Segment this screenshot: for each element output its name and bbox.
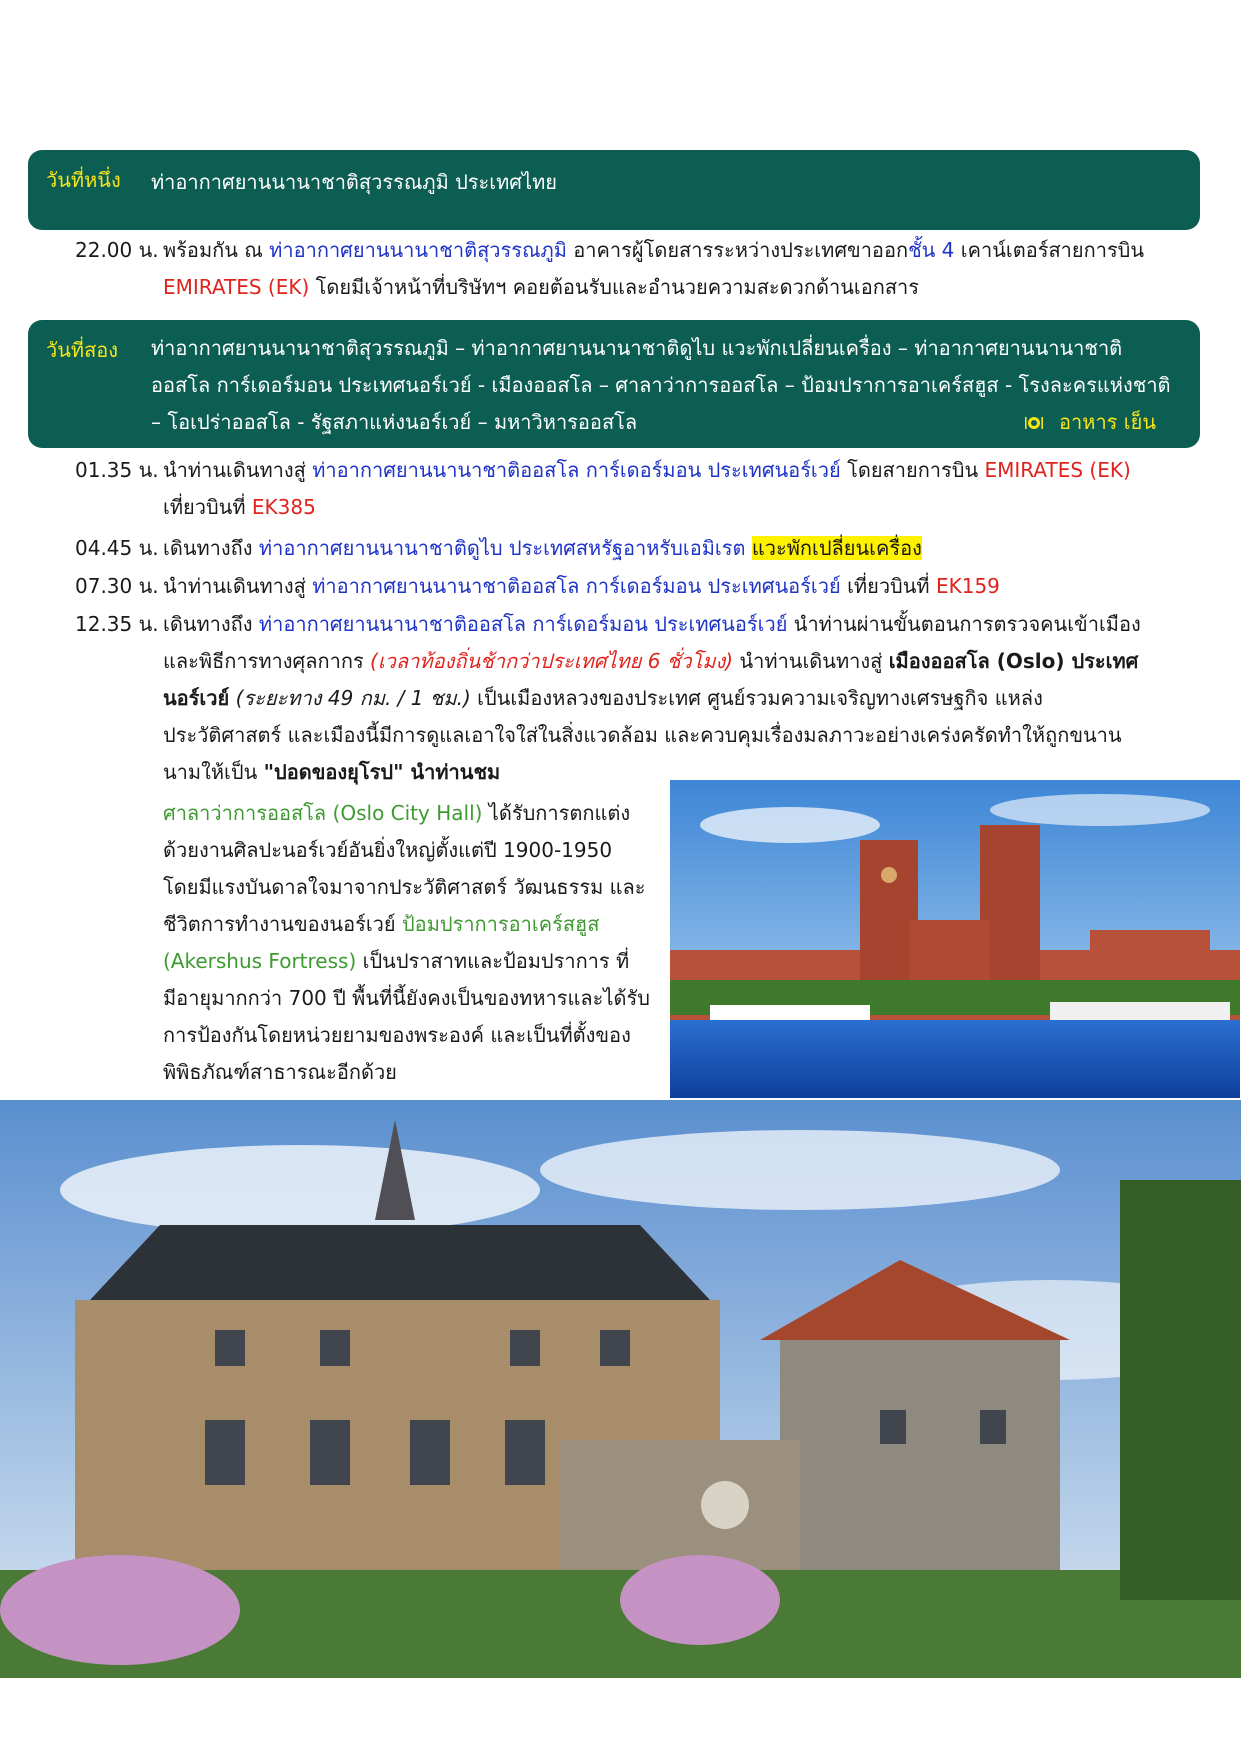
itinerary-entry-0445 (0, 530, 1241, 568)
entry-text: พร้อมกัน ณ ท่าอากาศยานนานาชาติสุวรรณภูมิ อาคารผู้โดยสารระหว่างประเทศขาออกชั้น 4 เคาน์เตอร์สายการบิน EMIRATES (EK) โดยมีเจ้าหน้าที่บริษัทฯ คอยต้อนรับและอำนวยความสะดวกด้านเอกสาร (163, 238, 1145, 299)
day-two-label: วันที่สอง (46, 338, 119, 362)
day-one-route: ท่าอากาศยานนานาชาติสุวรรณภูมิ ประเทศไทย (151, 170, 557, 194)
itinerary-entry-2200 (0, 232, 1241, 308)
meal-info (1025, 406, 1156, 438)
entry-text: นำท่านเดินทางสู่ ท่าอากาศยานนานาชาติออสโล การ์เดอร์มอน ประเทศนอร์เวย์ โดยสายการบิน EMIRATES (EK) เที่ยวบินที่ EK385 (163, 458, 1131, 519)
akershus-fortress-photo (0, 1100, 1241, 1678)
day-one-label: วันที่หนึ่ง (46, 168, 121, 192)
transfer-highlight: แวะพักเปลี่ยนเครื่อง (751, 536, 922, 560)
entry-text: นำท่านเดินทางสู่ ท่าอากาศยานนานาชาติออสโล การ์เดอร์มอน ประเทศนอร์เวย์ เที่ยวบินที่ EK159 (163, 574, 1000, 598)
day-two-route: ท่าอากาศยานนานาชาติสุวรรณภูมิ – ท่าอากาศยานนานาชาติดูไบ แวะพักเปลี่ยนเครื่อง – ท่าอากาศยานนานาชาติออสโล การ์เดอร์มอน ประเทศนอร์เวย์ - เมืองออสโล – ศาลาว่าการออสโล – ป้อมปราการอาเคร์สฮูส - โรงละครแห่งชาติ – โอเปร่าออสโล - รัฐสภาแห่งนอร์เวย์ – มหาวิหารออสโล (151, 336, 1171, 434)
day-one-header (28, 150, 1200, 230)
meal-plate-icon (1025, 410, 1049, 434)
itinerary-entry-0730 (0, 568, 1241, 606)
oslo-city-hall-photo (670, 780, 1240, 1098)
entry-time: 22.00 น. (75, 238, 159, 262)
entry-time: 04.45 น. (75, 536, 159, 560)
entry-text-wrap: ศาลาว่าการออสโล (Oslo City Hall) ได้รับการตกแต่งด้วยงานศิลปะนอร์เวย์อันยิ่งใหญ่ตั้งแต่ปี 1900-1950 โดยมีแรงบันดาลใจมาจากประวัติศาสตร์ วัฒนธรรม และชีวิตการทำงานของนอร์เวย์ ป้อมปราการอาเคร์สฮูส (Akershus Fortress) เป็นปราสาทและป้อมปราการ ที่มีอายุมากกว่า 700 ปี พื้นที่นี้ยังคงเป็นของทหารและได้รับการป้องกันโดยหน่วยยามของพระองค์ และเป็นที่ตั้งของพิพิธภัณฑ์สาธารณะอีกด้วย (163, 801, 650, 1084)
entry-text: เดินทางถึง ท่าอากาศยานนานาชาติออสโล การ์เดอร์มอน ประเทศนอร์เวย์ นำท่านผ่านขั้นตอนการตรวจคนเข้าเมืองและพิธีการทางศุลกากร (เวลาท้องถิ่นช้ากว่าประเทศไทย 6 ชั่วโมง) นำท่านเดินทางสู่ เมืองออสโล (Oslo) ประเทศนอร์เวย์ (ระยะทาง 49 กม. / 1 ชม.) เป็นเมืองหลวงของประเทศ ศูนย์รวมความเจริญทางเศรษฐกิจ แหล่งประวัติศาสตร์ และเมืองนี้มีการดูแลเอาใจใส่ในสิ่งแวดล้อม และควบคุมเรื่องมลภาวะอย่างเคร่งครัดทำให้ถูกขนานนามให้เป็น "ปอดของยุโรป" นำท่านชม (163, 612, 1141, 784)
entry-text: เดินทางถึง ท่าอากาศยานนานาชาติดูไบ ประเทศสหรัฐอาหรับเอมิเรต แวะพักเปลี่ยนเครื่อง (163, 536, 922, 560)
meal-label: อาหาร เย็น (1059, 410, 1156, 434)
entry-time: 12.35 น. (75, 612, 159, 636)
entry-time: 01.35 น. (75, 458, 159, 482)
day-two-header (28, 320, 1200, 448)
entry-time: 07.30 น. (75, 574, 159, 598)
itinerary-entry-0135 (0, 452, 1241, 528)
